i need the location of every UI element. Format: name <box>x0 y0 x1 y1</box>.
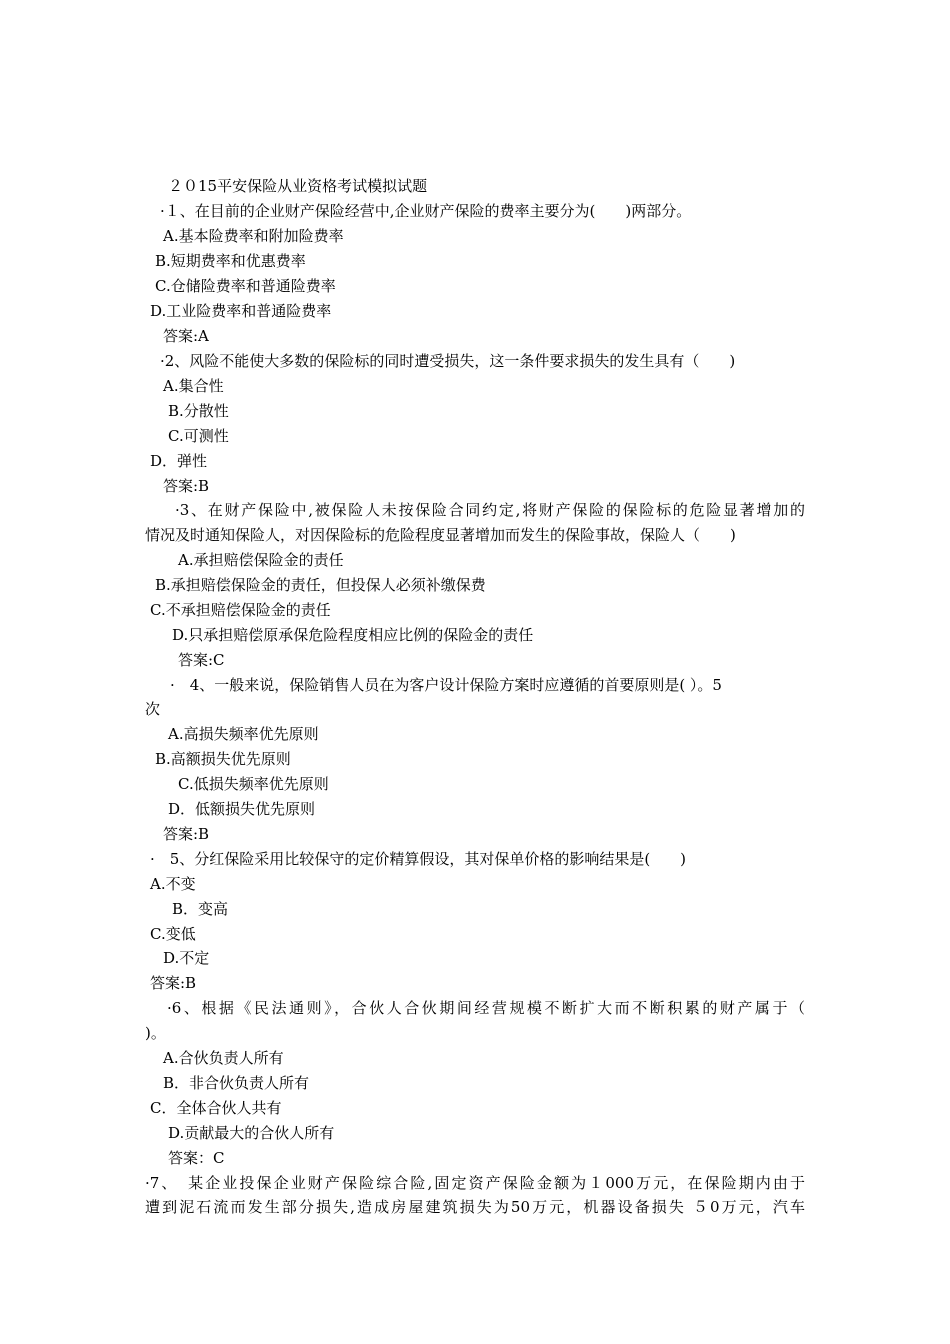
q3-stem-line2: 情况及时通知保险人，对因保险标的危险程度显著增加而发生的保险事故，保险人（ ) <box>145 526 736 544</box>
q5-option-b: B．变高 <box>172 900 229 918</box>
q3-option-a: A.承担赔偿保险金的责任 <box>178 551 344 569</box>
q4-option-c: C.低损失频率优先原则 <box>178 775 329 793</box>
q6-stem-line2: )。 <box>145 1024 166 1042</box>
q6-option-c: C．全体合伙人共有 <box>150 1099 282 1117</box>
q4-option-b: B.高额损失优先原则 <box>155 750 291 768</box>
q5-option-a: A.不变 <box>150 875 196 893</box>
q2-stem: ·2、风险不能使大多数的保险标的同时遭受损失，这一条件要求损失的发生具有（ ) <box>160 352 736 370</box>
q2-option-b: B.分散性 <box>168 402 229 420</box>
q1-option-a: A.基本险费率和附加险费率 <box>163 227 344 245</box>
q4-answer: 答案:B <box>163 825 210 843</box>
q6-option-d: D.贡献最大的合伙人所有 <box>168 1124 335 1142</box>
q7-stem-line2: 遭到泥石流而发生部分损失,造成房屋建筑损失为50万元，机器设备损失 ５0万元，汽车 <box>145 1198 805 1216</box>
doc-title: ２０15平安保险从业资格考试模拟试题 <box>168 177 428 195</box>
q2-option-c: C.可测性 <box>168 427 229 445</box>
q3-option-c: C.不承担赔偿保险金的责任 <box>150 601 331 619</box>
q5-option-d: D.不定 <box>163 949 210 967</box>
q6-option-a: A.合伙负责人所有 <box>163 1049 284 1067</box>
q7-stem-line1: ·7、 某企业投保企业财产保险综合险,固定资产保险金额为１000万元，在保险期内由于 <box>145 1174 805 1192</box>
q1-option-b: B.短期费率和优惠费率 <box>155 252 306 270</box>
q6-answer: 答案：C <box>168 1149 225 1167</box>
q3-answer: 答案:C <box>178 651 225 669</box>
q2-answer: 答案:B <box>163 477 210 495</box>
q1-option-c: C.仓储险费率和普通险费率 <box>155 277 336 295</box>
q5-stem: · 5、分红保险采用比较保守的定价精算假设，其对保单价格的影响结果是( ) <box>150 850 687 868</box>
q2-option-d: D．弹性 <box>150 452 208 470</box>
q2-option-a: A.集合性 <box>163 377 224 395</box>
q5-answer: 答案:B <box>150 974 197 992</box>
q4-option-d: D．低额损失优先原则 <box>168 800 316 818</box>
q1-answer: 答案:A <box>163 327 209 345</box>
q4-stem-line2: 次 <box>145 700 161 718</box>
q3-option-b: B.承担赔偿保险金的责任，但投保人必须补缴保费 <box>155 576 486 594</box>
q3-stem-line1: ·3、在财产保险中,被保险人未按保险合同约定,将财产保险的保险标的危险显著增加的 <box>175 501 805 519</box>
q6-stem-line1: ·6、根据《民法通则》，合伙人合伙期间经营规模不断扩大而不断积累的财产属于（ <box>167 999 805 1017</box>
q4-stem-line1: · 4、一般来说，保险销售人员在为客户设计保险方案时应遵循的首要原则是( ）。5 <box>170 676 722 694</box>
q1-stem: ·１、在目前的企业财产保险经营中,企业财产保险的费率主要分为( )两部分。 <box>160 202 692 220</box>
q1-option-d: D.工业险费率和普通险费率 <box>150 302 332 320</box>
q3-option-d: D.只承担赔偿原承保危险程度相应比例的保险金的责任 <box>172 626 534 644</box>
q6-option-b: B．非合伙负责人所有 <box>163 1074 310 1092</box>
q4-option-a: A.高损失频率优先原则 <box>168 725 319 743</box>
q5-option-c: C.变低 <box>150 925 196 943</box>
